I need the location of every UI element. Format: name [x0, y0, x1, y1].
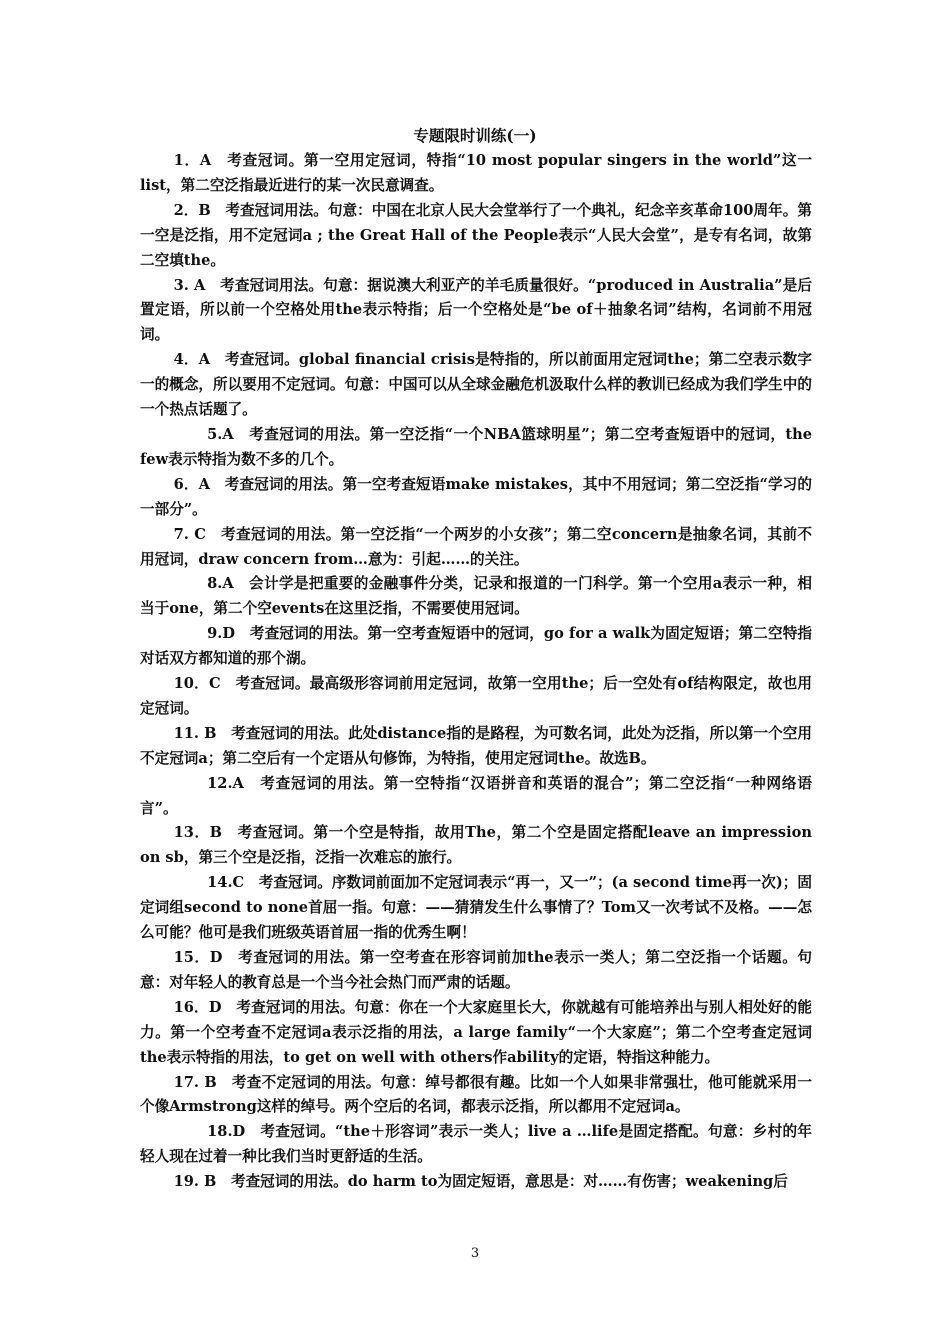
answer-item: 8.A 会计学是把重要的金融事件分类，记录和报道的一门科学。第一个空用a表示一种，相当于one，第二个空events在这里泛指，不需要使用冠词。 [140, 575, 812, 618]
answer-item: 17. B 考查不定冠词的用法。句意：绰号都很有趣。比如一个人如果非常强壮，他可能就采用一个像Armstrong这样的绰号。两个空后的名词，都表示泛指，所以都用不定冠词a。 [140, 1073, 812, 1116]
answer-item: 1．A 考查冠词。第一空用定冠词，特指“10 most popular singers in the world”这一list，第二空泛指最近进行的某一次民意调查。 [140, 152, 812, 194]
answer-item: 13．B 考查冠词。第一个空是特指，故用The，第二个空是固定搭配leave an impression on sb，第三个空是泛指，泛指一次难忘的旅行。 [140, 824, 812, 867]
answer-item: 2．B 考查冠词用法。句意：中国在北京人民大会堂举行了一个典礼，纪念辛亥革命100周年。第一空是泛指，用不定冠词a ; the Great Hall of the People表示“人民大会堂”，是专有名词，故第二空填the。 [140, 201, 812, 269]
answer-item: 11. B 考查冠词的用法。此处distance指的是路程，为可数名词，此处为泛指，所以第一个空用不定冠词a；第二空后有一个定语从句修饰，为特指，使用定冠词the。故选B。 [140, 724, 812, 767]
answer-item: 10．C 考查冠词。最高级形容词前用定冠词，故第一空用the；后一空处有of结构限定，故也用定冠词。 [140, 675, 812, 717]
answer-item: 16．D 考查冠词的用法。句意：你在一个大家庭里长大，你就越有可能培养出与别人相处好的能力。第一个空考查不定冠词a表示泛指的用法，a large family“一个大家庭”；第二个空考查定冠词the表示特指的用法，to get on well with others作ability的定语，特指这种能力。 [140, 998, 812, 1066]
answer-item: 19. B 考查冠词的用法。do harm to为固定短语，意思是：对……有伤害；weakening后 [173, 1173, 788, 1191]
answer-item: 7. C 考查冠词的用法。第一空泛指“一个两岁的小女孩”；第二空concern是抽象名词，其前不用冠词，draw concern from…意为：引起……的关注。 [140, 525, 812, 568]
answer-item: 12.A 考查冠词的用法。第一空特指“汉语拼音和英语的混合”；第二空泛指“一种网络语言”。 [140, 774, 812, 817]
answer-item: 9.D 考查冠词的用法。第一空考查短语中的冠词，go for a walk为固定短语；第二空特指对话双方都知道的那个湖。 [140, 625, 812, 668]
answer-item: 15．D 考查冠词的用法。第一空考查在形容词前加the表示一类人；第二空泛指一个话题。句意：对年轻人的教育总是一个当今社会热门而严肃的话题。 [140, 949, 812, 991]
answer-item: 5.A 考查冠词的用法。第一空泛指“一个NBA篮球明星”；第二空考查短语中的冠词，the few表示特指为数不多的几个。 [140, 425, 812, 468]
answer-item: 6．A 考查冠词的用法。第一空考查短语make mistakes，其中不用冠词；第二空泛指“学习的一部分”。 [140, 475, 812, 518]
page-number: 3 [470, 1246, 480, 1261]
answer-item: 3. A 考查冠词用法。句意：据说澳大利亚产的羊毛质量很好。“produced in Australia”是后置定语，所以前一个空格处用the表示特指；后一个空格处是“be of＋抽象名词”结构，名词前不用冠词。 [140, 276, 812, 344]
answer-item: 4．A 考查冠词。global financial crisis是特指的，所以前面用定冠词the；第二空表示数字一的概念，所以要用不定冠词。句意：中国可以从全球金融危机汲取什么样的教训已经成为我们学生中的一个热点话题了。 [140, 351, 812, 419]
answer-list [140, 149, 812, 1195]
answer-item: 18.D 考查冠词。“the＋形容词”表示一类人；live a …life是固定搭配。句意：乡村的年轻人现在过着一种比我们当时更舒适的生活。 [140, 1123, 812, 1166]
page-title: 专题限时训练(一) [413, 126, 537, 145]
answer-item: 14.C 考查冠词。序数词前面加不定冠词表示“再一，又一”；(a second time再一次)；固定词组second to none首屈一指。句意：——猜猜发生什么事情了？Tom又一次考试不及格。——怎么可能？他可是我们班级英语首屈一指的优秀生啊！ [140, 874, 812, 942]
